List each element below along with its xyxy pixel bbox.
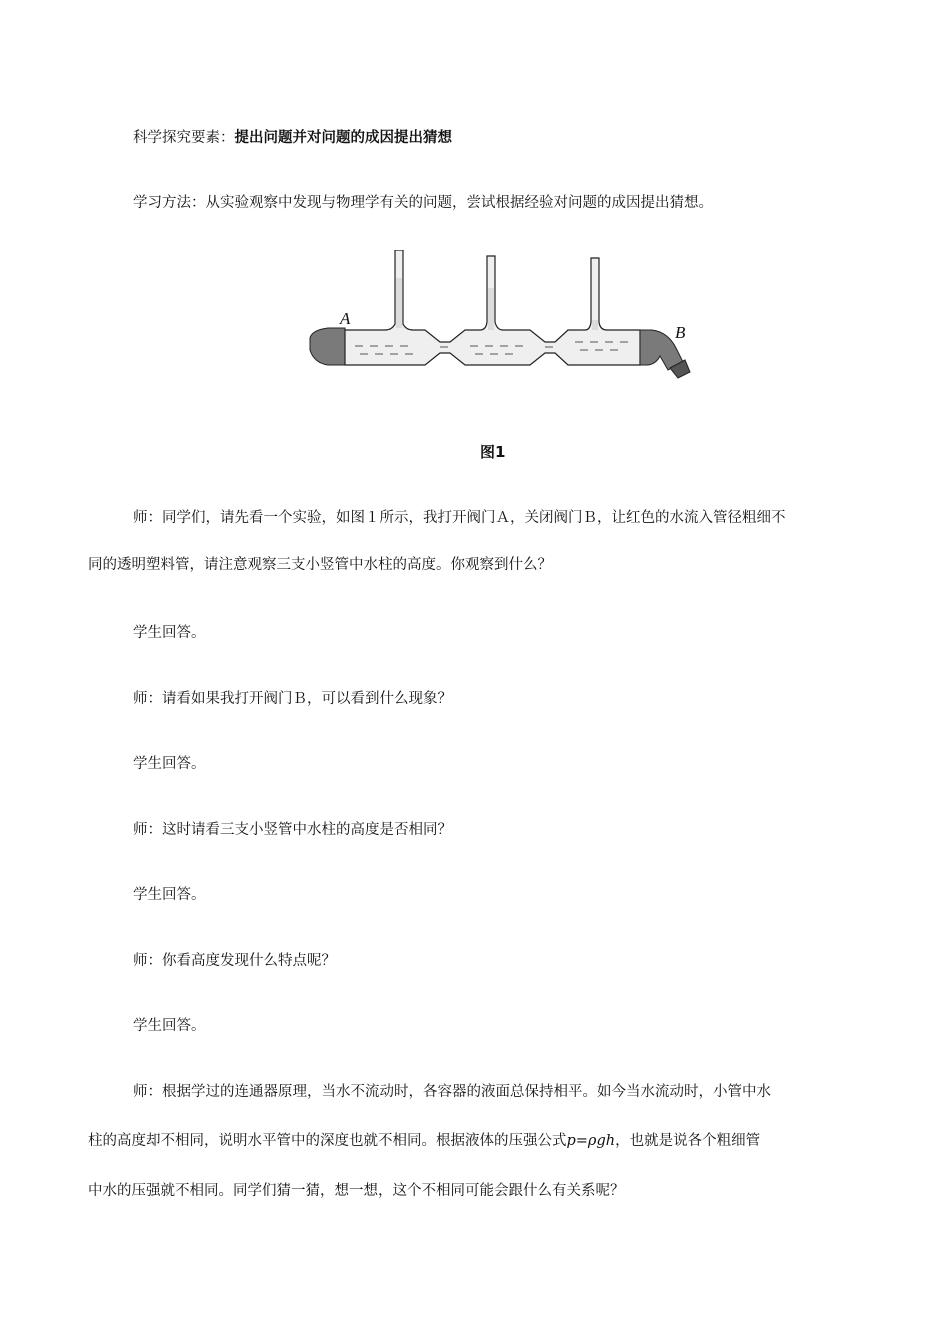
paragraph-9-line-2a: 柱的高度却不相同，说明水平管中的深度也就不相同。根据液体的压强公式 — [88, 1133, 567, 1149]
learning-method-line — [133, 193, 713, 213]
learning-method-text: 从实验观察中发现与物理学有关的问题，尝试根据经验对问题的成因提出猜想。 — [205, 195, 713, 211]
paragraph-9-line-3: 中水的压强就不相同。同学们猜一猜，想一想，这个不相同可能会跟什么有关系呢？ — [88, 1183, 625, 1199]
paragraph-9-line-2b: ，也就是说各个粗细管 — [615, 1133, 761, 1149]
paragraph-1-line-1: 师：同学们，请先看一个实验，如图１所示，我打开阀门Ａ，关闭阀门Ｂ，让红色的水流入管径粗细不 — [133, 510, 786, 526]
paragraph-8: 学生回答。 — [133, 1018, 206, 1034]
science-element-line — [133, 128, 452, 148]
paragraph-2: 学生回答。 — [133, 625, 206, 641]
pipe-apparatus-figure — [300, 250, 700, 390]
paragraph-9-line-2 — [88, 1131, 760, 1151]
paragraph-3: 师：请看如果我打开阀门Ｂ，可以看到什么现象？ — [133, 691, 452, 707]
pressure-formula: p=ρgh — [566, 1133, 616, 1149]
science-element-text: 提出问题并对问题的成因提出猜想 — [234, 130, 452, 146]
paragraph-7: 师：你看高度发现什么特点呢？ — [133, 953, 336, 969]
inlet-tube-a — [310, 328, 345, 365]
paragraph-5: 师：这时请看三支小竖管中水柱的高度是否相同？ — [133, 822, 452, 838]
paragraph-4: 学生回答。 — [133, 756, 206, 772]
water-column-1 — [396, 278, 402, 328]
label-a: A — [340, 309, 351, 328]
learning-method-label: 学习方法： — [133, 195, 206, 211]
water-column-2 — [488, 288, 494, 330]
label-b: B — [675, 323, 686, 342]
figure-caption: 图1 — [480, 443, 506, 461]
paragraph-9-line-1: 师：根据学过的连通器原理，当水不流动时，各容器的液面总保持相平。如今当水流动时，小管中水 — [133, 1084, 771, 1100]
science-element-label: 科学探究要素： — [133, 130, 235, 146]
paragraph-1-line-2: 同的透明塑料管，请注意观察三支小竖管中水柱的高度。你观察到什么？ — [88, 557, 552, 573]
water-column-3 — [592, 320, 598, 330]
paragraph-6: 学生回答。 — [133, 887, 206, 903]
